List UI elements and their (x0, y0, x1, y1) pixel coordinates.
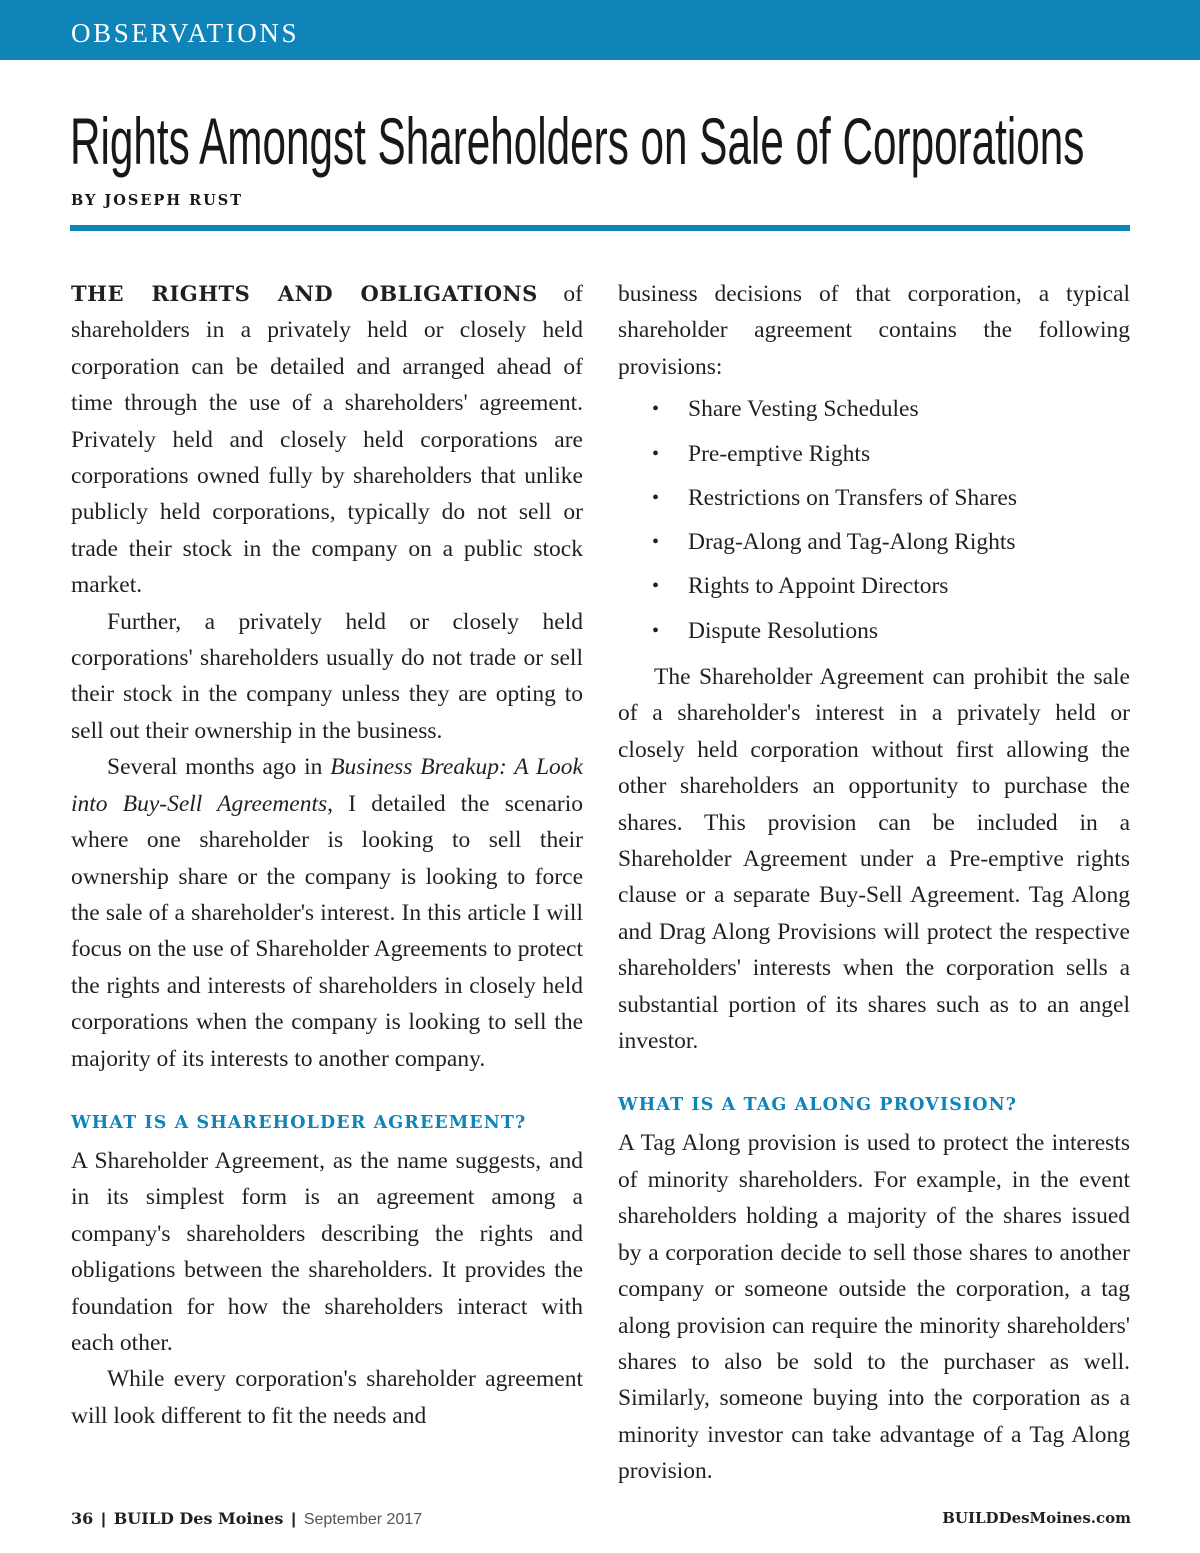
website-link[interactable]: BUILDDesMoines.com (942, 1509, 1131, 1527)
magazine-name: BUILD Des Moines (113, 1509, 284, 1528)
provisions-list (618, 387, 1130, 653)
page-number: 36 (71, 1509, 94, 1528)
section-label: OBSERVATIONS (71, 18, 300, 48)
intro-text: of shareholders in a privately held or closely held corporation can be detailed and arranged ahead of time through the use of a shareholders' agreement. Privately held and closely held corporations are corporations owned fully by shareholders that unlike publicly held corporations, typically do not sell or trade their stock in the company on a public stock market. (71, 281, 584, 599)
article-title: Rights Amongst Shareholders on Sale of Corporations (70, 104, 1085, 178)
footer-left (71, 1509, 422, 1529)
list-item: • Dispute Resolutions (618, 609, 1130, 653)
section-header-bar (0, 0, 1200, 60)
paragraph-text: Several months ago in (107, 754, 331, 781)
paragraph: While every corporation's shareholder agreement will look different to fit the needs and (71, 1366, 583, 1429)
left-column (71, 276, 583, 1434)
list-item: • Share Vesting Schedules (618, 387, 1130, 431)
list-item: • Drag-Along and Tag-Along Rights (618, 520, 1130, 564)
paragraph: business decisions of that corporation, a typical shareholder agreement contains the following provisions: (618, 281, 1130, 380)
paragraph: A Shareholder Agreement, as the name suggests, and in its simplest form is an agreement among a company's shareholders describing the rights and obligations between the shareholders. It provides the foundation for how the shareholders interact with each other. (71, 1147, 583, 1356)
article-byline: BY JOSEPH RUST (71, 192, 244, 209)
subhead-shareholder-agreement: WHAT IS A SHAREHOLDER AGREEMENT? (71, 1112, 527, 1133)
list-item: • Rights to Appoint Directors (618, 564, 1130, 608)
paragraph-reference (71, 749, 583, 1077)
page-footer (71, 1509, 1131, 1533)
paragraph: The Shareholder Agreement can prohibit the sale of a shareholder's interest in a privately held or closely held corporation without first allowing the other shareholders an opportunity to purchase the shares. This provision can be included in a Shareholder Agreement under a Pre-emptive rights clause or a separate Buy-Sell Agreement. Tag Along and Drag Along Provisions will protect the respective shareholders' interests when the corporation sells a substantial portion of its shares such as to an angel investor. (618, 664, 1130, 1055)
paragraph-text: , I detailed the scenario where one shareholder is looking to sell their ownership share or the company is looking to force the sale of a shareholder's interest. In this article I will focus on the use of Shareholder Agreements to protect the rights and interests of shareholders in closely held corporations when the company is looking to sell the majority of its interests to another company. (71, 790, 583, 1072)
lead-in-caps: THE RIGHTS AND OBLIGATIONS (71, 281, 538, 306)
right-column (618, 276, 1130, 1490)
paragraph: A Tag Along provision is used to protect the interests of minority shareholders. For example, in the event shareholders holding a majority of the shares issued by a corporation decide to sell those shares to another company or someone outside the corporation, a tag along provision can require the minority shareholders' shares to also be sold to the purchaser as well. Similarly, someone buying into the corporation as a minority investor can take advantage of a Tag Along provision. (618, 1130, 1130, 1485)
paragraph: Further, a privately held or closely held corporations' shareholders usually do not trade or sell their stock in the company unless they are opting to sell out their ownership in the business. (71, 608, 583, 744)
subhead-tag-along: WHAT IS A TAG ALONG PROVISION? (618, 1095, 1018, 1116)
title-divider (70, 225, 1130, 231)
footer-separator: | (101, 1511, 106, 1528)
referenced-article-title: Business Breakup: A Look into Buy-Sell Agreements (71, 754, 583, 817)
footer-separator: | (291, 1511, 296, 1528)
issue-date: September 2017 (303, 1511, 423, 1528)
list-item: • Restrictions on Transfers of Shares (618, 476, 1130, 520)
list-item: • Pre-emptive Rights (618, 432, 1130, 476)
paragraph-intro (71, 276, 583, 604)
